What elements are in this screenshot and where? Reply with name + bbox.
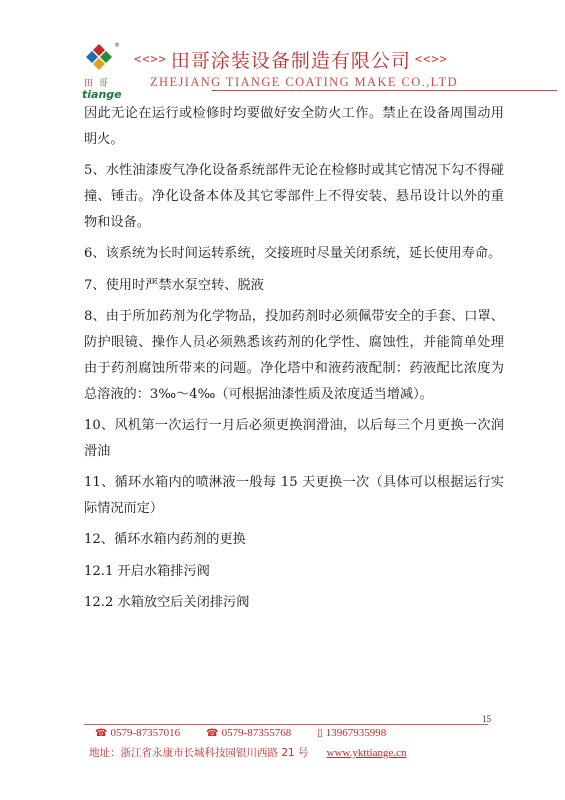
paragraph-7: 11、循环水箱内的喷淋液一般每 15 天更换一次（具体可以根据运行实际情况而定） [84, 475, 504, 517]
mobile-phone-icon: ▯ [317, 727, 323, 739]
company-address: 地址：浙江省永康市长城科技园银川西路 21 号 [89, 747, 309, 759]
mobile-number: 13967935998 [325, 727, 387, 739]
company-name-en: ZHEJIANG TIANGE COATING MAKE CO.,LTD [150, 75, 459, 89]
logo-english-text: tiange [82, 88, 122, 101]
telephone-icon: ☎ [95, 727, 108, 739]
phone-1-number: 0579-87357016 [110, 727, 181, 739]
paragraph-3: 6、该系统为长时间运转系统，交接班时尽量关闭系统，延长使用寿命。 [84, 246, 502, 262]
footer-address-line [89, 745, 489, 760]
company-logo [72, 42, 132, 102]
header-divider [212, 90, 557, 91]
company-name-cn: 田哥涂装设备制造有限公司 [170, 49, 411, 72]
page-number: 15 [482, 714, 491, 724]
decoration-left: <<>> [134, 52, 167, 66]
document-body [84, 101, 504, 621]
footer-divider [84, 724, 488, 725]
paragraph-8: 12、循环水箱内药剂的更换 [84, 532, 246, 548]
phone-2 [206, 727, 291, 739]
telephone-icon: ☎ [206, 727, 219, 739]
paragraph-4: 7、使用时严禁水泵空转、脱液 [84, 277, 264, 293]
website-link[interactable]: www.ykttiange.cn [326, 747, 407, 759]
paragraph-2: 5、水性油漆废气净化设备系统部件无论在检修时或其它情况下勾不得碰撞、锤击。净化设备本体及其它零部件上不得安装、悬吊设计以外的重物和设备。 [84, 163, 504, 231]
decoration-right: <<>> [414, 52, 448, 66]
paragraph-9: 12.1 开启水箱排污阀 [84, 563, 210, 579]
phone-2-number: 0579-87355768 [221, 727, 292, 739]
logo-chinese-text: 田 哥 [84, 79, 109, 89]
paragraph-5: 8、由于所加药剂为化学物品，投加药剂时必须佩带安全的手套、口罩、防护眼镜、操作人员必须熟悉该药剂的化学性、腐蚀性，并能简单处理由于药剂腐蚀所带来的问题。净化塔中和液药液配制：药液配比浓度为总溶液的：3‰～4‰（可根据油漆性质及浓度适当增减）。 [84, 308, 504, 402]
paragraph-1: 因此无论在运行或检修时均要做好安全防火工作。禁止在设备周围动用明火。 [84, 106, 504, 148]
mobile-phone [317, 727, 386, 739]
paragraph-6: 10、风机第一次运行一月后必须更换润滑油，以后每三个月更换一次润滑油 [84, 418, 504, 460]
company-name-line [134, 48, 494, 70]
footer-contacts [95, 727, 475, 739]
phone-1 [95, 727, 180, 739]
paragraph-10: 12.2 水箱放空后关闭排污阀 [84, 594, 250, 610]
registered-mark: ® [114, 42, 120, 49]
letterhead [72, 42, 492, 102]
logo-mark-icon [84, 42, 114, 72]
